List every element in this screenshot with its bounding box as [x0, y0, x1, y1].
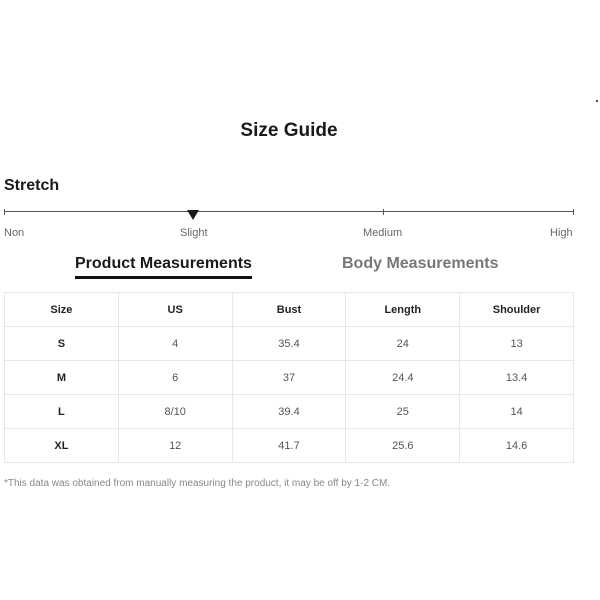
- table-row: [5, 361, 574, 395]
- tab-product-measurements[interactable]: Product Measurements: [75, 255, 252, 279]
- table-cell-length: 25: [346, 395, 460, 429]
- column-header-length: Length: [346, 293, 460, 327]
- stretch-selected-marker-icon: [187, 210, 199, 220]
- table-row: [5, 395, 574, 429]
- table-cell-bust: 39.4: [232, 395, 346, 429]
- size-table: [4, 292, 574, 463]
- stretch-tick-medium: [383, 209, 384, 215]
- corner-dot: [596, 100, 598, 102]
- stretch-label-non: Non: [4, 227, 25, 239]
- table-cell-length: 25.6: [346, 429, 460, 463]
- table-cell-length: 24.4: [346, 361, 460, 395]
- stretch-tick-high: [573, 209, 574, 215]
- stretch-heading: Stretch: [4, 177, 60, 194]
- stretch-label-high: High: [550, 227, 573, 239]
- page-title: Size Guide: [240, 120, 338, 141]
- stretch-tick-non: [4, 209, 5, 215]
- table-cell-us: 12: [118, 429, 232, 463]
- table-cell-size: L: [5, 395, 119, 429]
- table-cell-shoulder: 14: [460, 395, 574, 429]
- table-cell-shoulder: 13: [460, 327, 574, 361]
- table-cell-shoulder: 14.6: [460, 429, 574, 463]
- table-row: [5, 327, 574, 361]
- table-cell-bust: 35.4: [232, 327, 346, 361]
- table-cell-size: M: [5, 361, 119, 395]
- table-header-row: [5, 293, 574, 327]
- column-header-bust: Bust: [232, 293, 346, 327]
- column-header-us: US: [118, 293, 232, 327]
- table-cell-size: XL: [5, 429, 119, 463]
- measurement-note: *This data was obtained from manually measuring the product, it may be off by 1-2 CM.: [4, 478, 391, 489]
- table-cell-shoulder: 13.4: [460, 361, 574, 395]
- stretch-label-slight: Slight: [180, 227, 208, 239]
- table-cell-bust: 41.7: [232, 429, 346, 463]
- table-row: [5, 429, 574, 463]
- table-cell-length: 24: [346, 327, 460, 361]
- stretch-label-medium: Medium: [363, 227, 403, 239]
- tab-body-measurements[interactable]: Body Measurements: [342, 255, 499, 272]
- table-cell-size: S: [5, 327, 119, 361]
- table-cell-us: 8/10: [118, 395, 232, 429]
- stretch-scale: [4, 209, 574, 239]
- column-header-shoulder: Shoulder: [460, 293, 574, 327]
- table-cell-us: 6: [118, 361, 232, 395]
- table-cell-bust: 37: [232, 361, 346, 395]
- table-cell-us: 4: [118, 327, 232, 361]
- measurement-tabs: [0, 255, 600, 285]
- stretch-scale-line: [4, 211, 574, 212]
- column-header-size: Size: [5, 293, 119, 327]
